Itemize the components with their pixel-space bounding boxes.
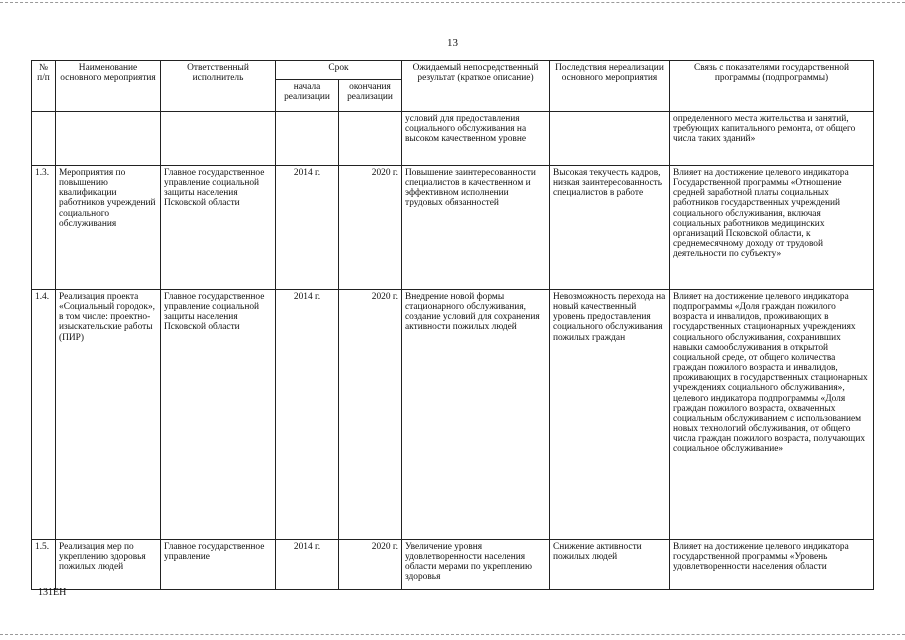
row-num: 1.5. — [32, 540, 56, 590]
row-executor — [161, 112, 276, 166]
row-expected: Увеличение уровня удовлетворенности населения области мерами по укреплению здоровья — [402, 540, 550, 590]
row-consequences: Снижение активности пожилых людей — [550, 540, 670, 590]
measures-table — [31, 60, 874, 590]
header-term: Срок — [276, 61, 402, 80]
row-num: 1.3. — [32, 166, 56, 290]
header-executor: Ответственный исполнитель — [161, 61, 276, 112]
row-name: Мероприятия по повышению квалификации работников учреждений социального обслуживания — [56, 166, 161, 290]
row-link: Влияет на достижение целевого индикатора подпрограммы «Доля граждан пожилого возраста и инвалидов, проживающих в государственных стационарных учреждениях социального обслуживания, сохранивших навыки самообслуживания в открытой социальной среде, от общего количества граждан пожилого возраста и инвалидов, проживающих в государственных стационарных учреждениях социального обслуживания», целевого индикатора подпрограммы «Доля граждан пожилого возраста, охваченных социальным обслуживанием с использованием новых технологий обслуживания, от общего числа граждан пожилого возраста, получающих социальное обслуживание» — [670, 290, 874, 540]
row-executor: Главное государственное управление социальной защиты населения Псковской области — [161, 166, 276, 290]
header-row — [32, 61, 874, 80]
top-scan-edge — [0, 2, 905, 3]
row-expected: Внедрение новой формы стационарного обслуживания, создание условий для сохранения активности пожилых людей — [402, 290, 550, 540]
row-end: 2020 г. — [339, 166, 402, 290]
footer-code: 131ЕН — [38, 587, 67, 598]
table-row — [32, 166, 874, 290]
row-num: 1.4. — [32, 290, 56, 540]
header-expected: Ожидаемый непосредственный результат (краткое описание) — [402, 61, 550, 112]
row-name — [56, 112, 161, 166]
table-row — [32, 540, 874, 590]
row-name: Реализация проекта «Социальный городок», в том числе: проектно-изыскательские работы (ПИР) — [56, 290, 161, 540]
row-expected: условий для предоставления социального обслуживания на высоком качественном уровне — [402, 112, 550, 166]
row-link: Влияет на достижение целевого индикатора государственной программы «Уровень удовлетворенности населения области — [670, 540, 874, 590]
row-end: 2020 г. — [339, 290, 402, 540]
header-consequences: Последствия нереализации основного мероприятия — [550, 61, 670, 112]
row-consequences — [550, 112, 670, 166]
header-num: № п/п — [32, 61, 56, 112]
table-row — [32, 290, 874, 540]
row-num — [32, 112, 56, 166]
table-row — [32, 112, 874, 166]
row-executor: Главное государственное управление — [161, 540, 276, 590]
header-start: начала реализации — [276, 80, 339, 112]
row-consequences: Невозможность перехода на новый качественный уровень предоставления социального обслуживания пожилых граждан — [550, 290, 670, 540]
row-start — [276, 112, 339, 166]
header-name: Наименование основного мероприятия — [56, 61, 161, 112]
row-start: 2014 г. — [276, 540, 339, 590]
row-link: определенного места жительства и занятий, требующих капитального ремонта, от общего числа таких зданий» — [670, 112, 874, 166]
page-number: 13 — [447, 37, 458, 49]
row-name: Реализация мер по укреплению здоровья пожилых людей — [56, 540, 161, 590]
row-executor: Главное государственное управление социальной защиты населения Псковской области — [161, 290, 276, 540]
row-end — [339, 112, 402, 166]
row-link: Влияет на достижение целевого индикатора Государственной программы «Отношение средней заработной платы социальных работников государственных учреждений социального обслуживания, включая социальных работников медицинских организаций Псковской области, к среднемесячному доходу от трудовой деятельности по субъекту» — [670, 166, 874, 290]
header-link: Связь с показателями государственной программы (подпрограммы) — [670, 61, 874, 112]
bottom-scan-edge — [0, 634, 905, 635]
row-expected: Повышение заинтересованности специалистов в качественном и эффективном исполнении трудовых обязанностей — [402, 166, 550, 290]
row-start: 2014 г. — [276, 290, 339, 540]
header-end: окончания реализации — [339, 80, 402, 112]
row-consequences: Высокая текучесть кадров, низкая заинтересованность специалистов в работе — [550, 166, 670, 290]
row-end: 2020 г. — [339, 540, 402, 590]
row-start: 2014 г. — [276, 166, 339, 290]
